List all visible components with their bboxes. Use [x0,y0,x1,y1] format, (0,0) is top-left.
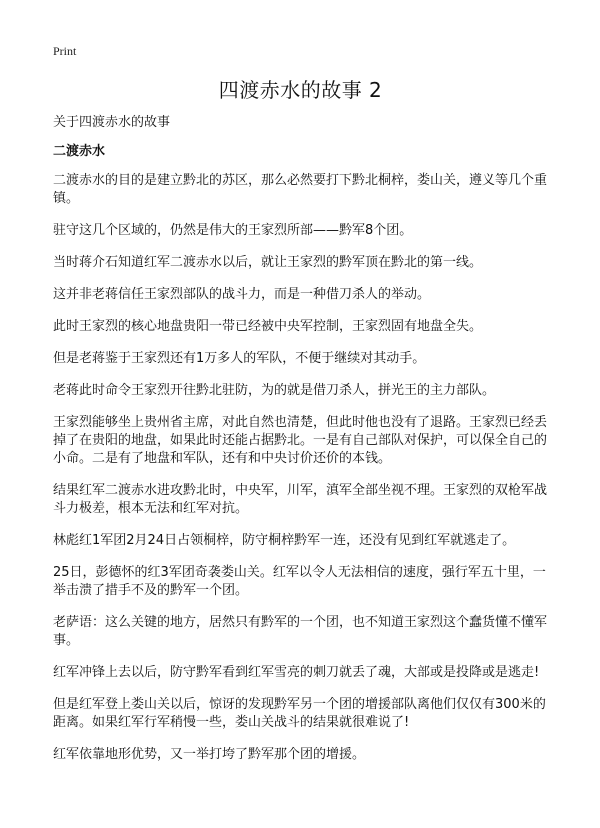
paragraph: 驻守这几个区域的，仍然是伟大的王家烈所部——黔军8个团。 [53,223,413,238]
page-title: 四渡赤水的故事 2 [218,78,383,102]
paragraph: 当时蒋介石知道红军二渡赤水以后，就让王家烈的黔军顶在黔北的第一线。 [53,255,483,270]
paragraph: 但是红军登上娄山关以后，惊讶的发现黔军另一个团的增援部队离他们仅仅有300米的距离。如果红军行军稍慢一些，娄山关战斗的结果就很难说了! [53,697,546,730]
paragraph: 25日，彭德怀的红3军团奇袭娄山关。红军以令人无法相信的速度，强行军五十里，一举击溃了措手不及的黔军一个团。 [53,565,546,598]
paragraph: 老萨语：这么关键的地方，居然只有黔军的一个团，也不知道王家烈这个蠢货懂不懂军事。 [53,615,548,648]
document-subtitle: 关于四渡赤水的故事 [53,115,171,130]
section-heading: 二渡赤水 [53,144,106,159]
paragraph: 老蒋此时命令王家烈开往黔北驻防，为的就是借刀杀人，拼光王的主力部队。 [53,383,496,398]
paragraph: 王家烈能够坐上贵州省主席，对此自然也清楚，但此时他也没有了退路。王家烈已经丢掉了在贵阳的地盘，如果此时还能占据黔北。一是有自己部队对保护，可以保全自己的小命。二是有了地盘和军队，还有和中央讨价还价的本钱。 [53,415,548,466]
paragraph: 结果红军二渡赤水进攻黔北时，中央军，川军，滇军全部坐视不理。王家烈的双枪军战斗力极差，根本无法和红军对抗。 [53,483,548,516]
paragraph: 红军依靠地形优势，又一举打垮了黔军那个团的增援。 [53,747,366,762]
article-body [53,172,548,764]
print-link[interactable]: Print [53,44,77,58]
paragraph: 这并非老蒋信任王家烈部队的战斗力，而是一种借刀杀人的举动。 [53,287,431,302]
paragraph: 红军冲锋上去以后，防守黔军看到红军雪亮的刺刀就丢了魂，大部或是投降或是逃走! [53,665,540,680]
paragraph: 二渡赤水的目的是建立黔北的苏区，那么必然要打下黔北桐梓，娄山关，遵义等几个重镇。 [53,173,548,206]
paragraph: 林彪红1军团2月24日占领桐梓，防守桐梓黔军一连，还没有见到红军就逃走了。 [53,533,516,548]
paragraph: 但是老蒋鉴于王家烈还有1万多人的军队，不便于继续对其动手。 [53,351,426,366]
paragraph: 此时王家烈的核心地盘贵阳一带已经被中央军控制，王家烈固有地盘全失。 [53,319,483,334]
